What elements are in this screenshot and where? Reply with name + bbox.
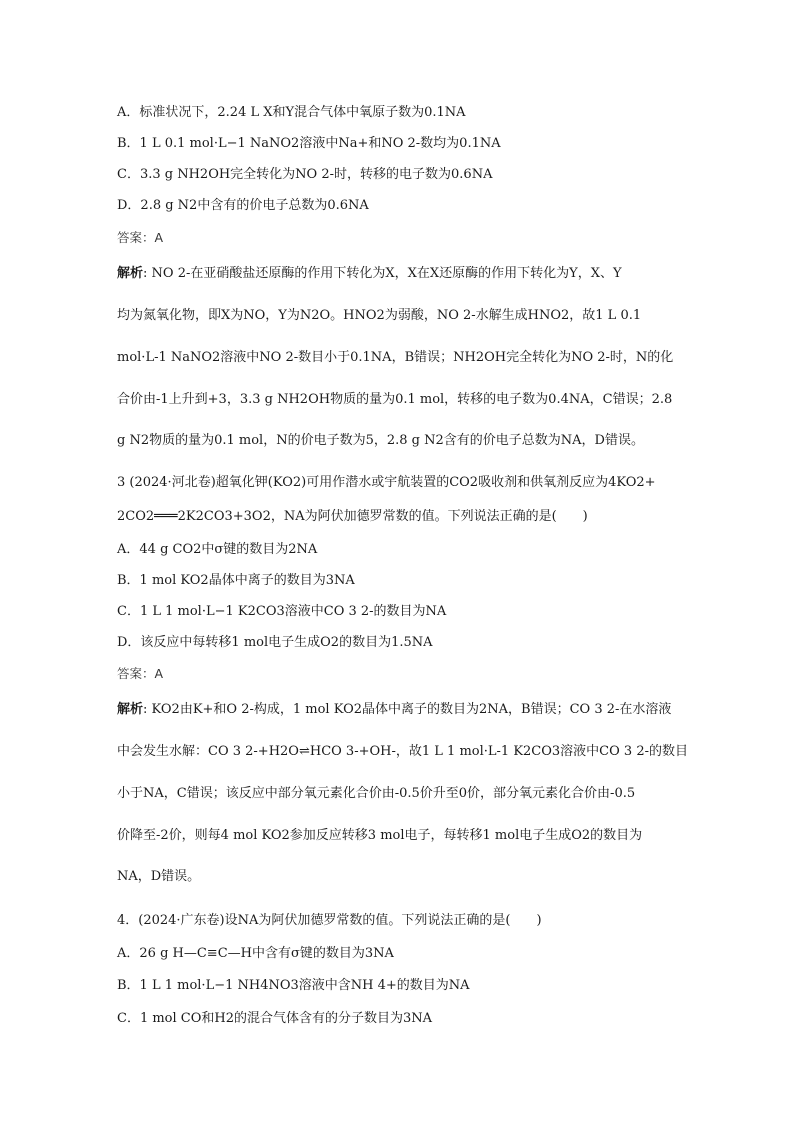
q2-explanation-line: 均为氮氧化物，即X为NO，Y为N2O。HNO2为弱酸，NO 2-水解生成HNO2，故1 L 0.1: [117, 308, 642, 323]
q3-explanation-line: 中会发生水解：CO 3 2-+H2O⇌HCO 3-+OH-，故1 L 1 mol·L-1 K2CO3溶液中CO 3 2-的数目: [117, 744, 688, 759]
q2-explanation-line: g N2物质的量为0.1 mol，N的价电子数为5，2.8 g N2含有的价电子总数为NA，D错误。: [117, 433, 644, 448]
q4-option-c: C．1 mol CO和H2的混合气体含有的分子数目为3NA: [117, 1011, 433, 1026]
q3-option-a: A．44 g CO2中σ键的数目为2NA: [117, 542, 318, 557]
q3-explanation-line: 小于NA，C错误；该反应中部分氧元素化合价由-0.5价升至0价，部分氧元素化合价由-0.5: [117, 786, 636, 801]
q3-explanation-text: : KO2由K+和O 2-构成，1 mol KO2晶体中离子的数目为2NA，B错误；CO 3 2-在水溶液: [143, 702, 672, 717]
q2-option-a: A．标准状况下，2.24 L X和Y混合气体中氧原子数为0.1NA: [117, 105, 466, 120]
q3-stem: 3 (2024·河北卷)超氧化钾(KO2)可用作潜水或宇航装置的CO2吸收剂和供氧剂反应为4KO2+: [117, 475, 656, 490]
explanation-label: 解析: [117, 266, 144, 281]
q4-option-b: B．1 L 1 mol·L−1 NH4NO3溶液中含NH 4+的数目为NA: [117, 978, 470, 993]
q3-option-c: C．1 L 1 mol·L−1 K2CO3溶液中CO 3 2-的数目为NA: [117, 604, 447, 619]
q2-option-b: B．1 L 0.1 mol·L−1 NaNO2溶液中Na+和NO 2-数均为0.1NA: [117, 136, 501, 151]
q2-option-c: C．3.3 g NH2OH完全转化为NO 2-时，转移的电子数为0.6NA: [117, 167, 493, 182]
q2-explanation-line: [117, 265, 622, 283]
explanation-label: 解析: [117, 702, 144, 717]
q3-option-d: D．该反应中每转移1 mol电子生成O2的数目为1.5NA: [117, 635, 433, 650]
q3-explanation-line: 价降至-2价，则每4 mol KO2参加反应转移3 mol电子，每转移1 mol电子生成O2的数目为: [117, 828, 643, 843]
q3-answer: 答案：A: [117, 666, 164, 681]
q3-stem: 2CO2═══2K2CO3+3O2，NA为阿伏加德罗常数的值。下列说法正确的是( ): [117, 509, 588, 524]
q3-option-b: B．1 mol KO2晶体中离子的数目为3NA: [117, 573, 355, 588]
q2-explanation-line: mol·L-1 NaNO2溶液中NO 2-数目小于0.1NA，B错误；NH2OH完全转化为NO 2-时，N的化: [117, 350, 674, 365]
q4-stem: 4．(2024·广东卷)设NA为阿伏加德罗常数的值。下列说法正确的是( ): [117, 913, 542, 928]
q4-option-a: A．26 g H—C≡C—H中含有σ键的数目为3NA: [117, 946, 394, 961]
q2-answer: 答案：A: [117, 230, 164, 245]
q2-explanation-line: 合价由-1上升到+3，3.3 g NH2OH物质的量为0.1 mol，转移的电子数为0.4NA，C错误；2.8: [117, 392, 673, 407]
q2-option-d: D．2.8 g N2中含有的价电子总数为0.6NA: [117, 198, 369, 213]
q2-explanation-text: : NO 2-在亚硝酸盐还原酶的作用下转化为X，X在X还原酶的作用下转化为Y，X、Y: [143, 266, 622, 281]
q3-explanation-line: NA，D错误。: [117, 869, 201, 884]
q3-explanation-line: [117, 701, 671, 719]
